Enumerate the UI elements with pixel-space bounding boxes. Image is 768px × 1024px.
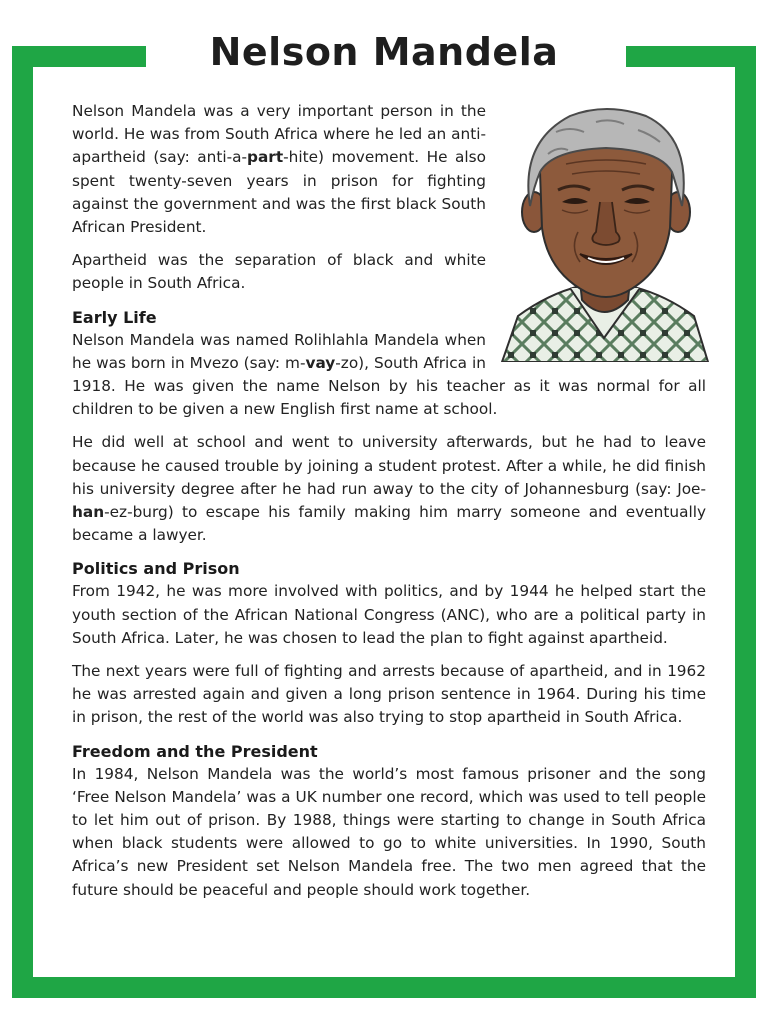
intro-p1-text-a: Nelson Mandela was a very important person in the world. He was from South Africa where he led an anti-apartheid (say: anti-a- bbox=[72, 102, 486, 167]
early-p1-text-c: -zo), South Africa in 1918. He was given the name Nelson by his teacher as it was normal for all children to be given a new English first name at school. bbox=[72, 353, 706, 419]
freedom-paragraph-1: In 1984, Nelson Mandela was the world’s most famous prisoner and the song ‘Free Nelson Mandela’ was a UK number one record, which was used to tell people to let him out of prison. By 1988, things were starting to change in South Africa when black students were allowed to go to white universities. In 1990, South Africa’s new President set Nelson Mandela free. The two men agreed that the future should be peaceful and people should work together. bbox=[72, 764, 706, 899]
intro-p1-bold: part bbox=[247, 148, 284, 167]
politics-paragraph-1: From 1942, he was more involved with politics, and by 1944 he helped start the youth section of the African National Congress (ANC), who are a political party in South Africa. Later, he was chosen to lead the plan to fight against apartheid. bbox=[72, 582, 706, 647]
freedom-heading: Freedom and the President bbox=[72, 741, 318, 761]
early-life-paragraph-2 bbox=[72, 431, 706, 547]
early-p1-bold: vay bbox=[305, 353, 336, 372]
page-title: Nelson Mandela bbox=[209, 30, 559, 74]
mandela-portrait-icon bbox=[500, 102, 710, 362]
early-life-heading: Early Life bbox=[72, 307, 157, 327]
intro-paragraph-2: Apartheid was the separation of black and white people in South Africa. bbox=[72, 251, 486, 293]
early-p1-text-a: Nelson Mandela was named Rolihlahla Mandela when he was born in Mvezo (say: m- bbox=[72, 330, 486, 372]
politics-heading: Politics and Prison bbox=[72, 559, 240, 579]
politics-paragraph-2: The next years were full of fighting and arrests because of apartheid, and in 1962 he was arrested again and given a long prison sentence in 1964. During his time in prison, the rest of the world was also trying to stop apartheid in South Africa. bbox=[72, 662, 706, 727]
intro-p1-text-c: -hite) movement. He also spent twenty-seven years in prison for fighting against the government and was the first black South African President. bbox=[72, 148, 487, 237]
article-body bbox=[72, 100, 706, 912]
early-p2-text-a: He did well at school and went to university afterwards, but he had to leave because he caused trouble by joining a student protest. After a while, he did finish his university degree after he had run away to the city of Johannesburg (say: Joe- bbox=[72, 433, 706, 498]
early-p2-text-c: -ez-burg) to escape his family making him marry someone and eventually became a lawyer. bbox=[72, 503, 706, 545]
early-p2-bold: han bbox=[72, 503, 105, 522]
